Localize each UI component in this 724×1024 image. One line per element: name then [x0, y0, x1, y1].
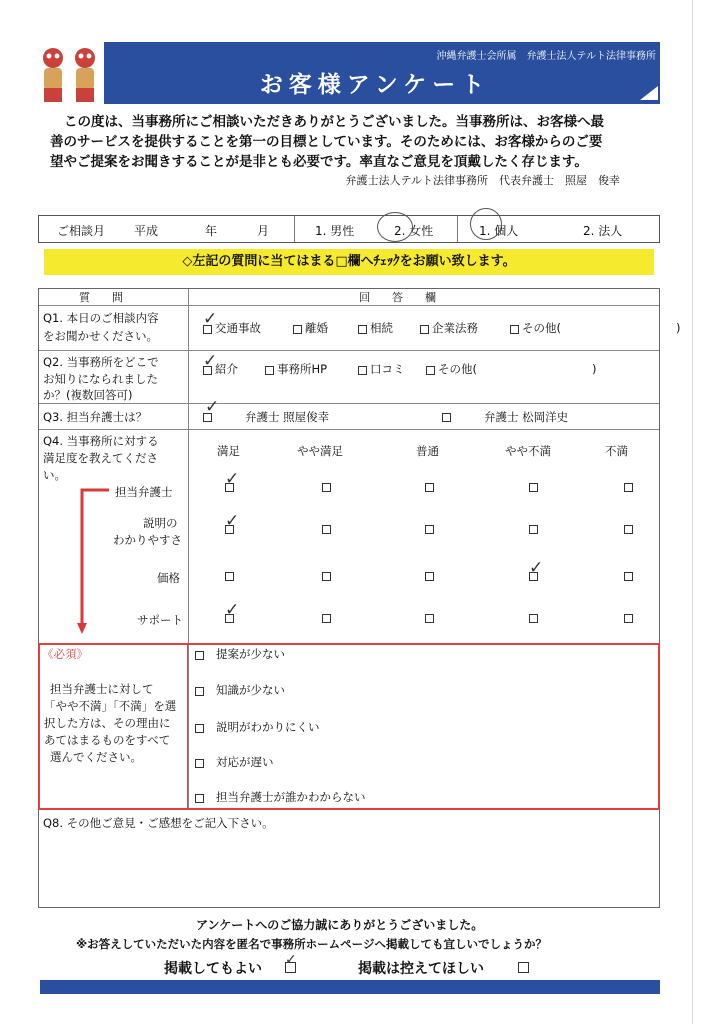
required-desc: 担当弁護士に対して: [50, 682, 154, 696]
q2-option: 事務所HP: [277, 362, 328, 376]
checkmark-icon: ✓: [285, 952, 297, 968]
page-title: お客様アンケート: [259, 72, 491, 98]
q1-label: をお聞かせください。: [43, 329, 158, 343]
q4-label: い。: [43, 468, 66, 482]
shisa-mascot-icon: [38, 44, 68, 106]
reason-checkbox[interactable]: [195, 651, 204, 660]
client-corporate[interactable]: 2. 法人: [583, 224, 623, 238]
checkmark-icon: ✓: [203, 351, 218, 371]
reason-label: 担当弁護士が誰かわからない: [216, 790, 366, 804]
reason-checkbox[interactable]: [195, 759, 204, 768]
reason-label: 知識が少ない: [216, 683, 285, 697]
q1-option: 相続: [370, 321, 393, 335]
rating-checkbox-price[interactable]: [425, 572, 434, 581]
pen-circle-mark: [470, 208, 502, 240]
gender-male[interactable]: 1. 男性: [315, 224, 355, 238]
instruction-banner: ◇左記の質問に当てはまる□欄へﾁｪｯｸをお願い致します。: [44, 249, 654, 275]
q2-option: 紹介: [215, 362, 238, 376]
page-edge: [692, 0, 693, 1024]
year-label: 年: [205, 224, 218, 238]
question-column-header: 質 問: [79, 291, 123, 304]
checkmark-icon: ✓: [225, 511, 240, 531]
reason-label: 対応が遅い: [216, 755, 274, 769]
required-tag: 《必須》: [42, 647, 88, 661]
reason-checkbox[interactable]: [195, 687, 204, 696]
q2-checkbox[interactable]: [426, 366, 435, 375]
required-desc: 択した方は、その理由に: [44, 716, 171, 730]
q4-item: 価格: [157, 571, 180, 585]
reason-label: 提案が少ない: [216, 647, 285, 661]
rating-checkbox-support[interactable]: [624, 614, 633, 623]
rating-checkbox-support[interactable]: [322, 614, 331, 623]
scale-label: 満足: [217, 444, 240, 458]
checkmark-icon: ✓: [205, 397, 220, 417]
rating-checkbox-support[interactable]: [425, 614, 434, 623]
q1-option: 交通事故: [215, 321, 261, 335]
arrow-icon: [77, 481, 127, 641]
rating-checkbox-lawyer[interactable]: [529, 483, 538, 492]
rating-checkbox-price[interactable]: [624, 572, 633, 581]
required-desc: 選んでください。: [50, 750, 142, 764]
intro-line: この度は、当事務所にご相談いただきありがとうございました。当事務所は、お客様へ最: [64, 114, 604, 130]
month-label: ご相談月: [57, 224, 106, 238]
q3-lawyer: 弁護士 照屋俊幸: [245, 410, 330, 424]
rating-checkbox-lawyer[interactable]: [322, 483, 331, 492]
q4-label: Q4. 当事務所に対する: [43, 434, 159, 448]
q1-checkbox[interactable]: [358, 325, 367, 334]
publish-question: ※お答えしていただいた内容を匿名で事務所ホームページへ掲載しても宜しいでしょうか？: [76, 937, 547, 951]
client-individual[interactable]: 1. 個人: [479, 224, 519, 238]
footer-bar: [40, 980, 660, 994]
pen-circle-mark: [377, 212, 413, 242]
q8-label: Q8. その他ご意見・ご感想をご記入下さい。: [43, 816, 274, 830]
q1-option: その他( ): [522, 321, 681, 335]
gender-female[interactable]: 2. 女性: [394, 224, 434, 238]
q4-item: サポート: [137, 613, 183, 627]
q2-label: か？(複数回答可): [43, 388, 133, 402]
rating-checkbox-price[interactable]: [322, 572, 331, 581]
required-section: [38, 643, 660, 810]
survey-table: [38, 288, 681, 908]
scale-label: やや不満: [505, 444, 551, 458]
rating-checkbox-explanation[interactable]: [425, 525, 434, 534]
q3-label: Q3. 担当弁護士は？: [43, 410, 148, 424]
scale-label: 普通: [416, 444, 439, 458]
q2-option: 口コミ: [370, 362, 405, 376]
rating-checkbox-support[interactable]: [529, 614, 538, 623]
signature: 弁護士法人テルト法律事務所 代表弁護士 照屋 俊幸: [345, 174, 620, 187]
publish-ok-label: 掲載してもよい: [164, 961, 262, 977]
month-unit: 月: [257, 224, 270, 238]
consultation-info-row: [38, 215, 660, 243]
publish-no-checkbox[interactable]: [518, 962, 529, 973]
firm-name: 沖縄弁護士会所属 弁護士法人テルト法律事務所: [436, 51, 656, 62]
q1-option: 離婚: [305, 321, 328, 335]
publish-no-label: 掲載は控えてほしい: [358, 961, 484, 977]
q3-lawyer: 弁護士 松岡洋史: [484, 410, 569, 424]
q2-checkbox[interactable]: [265, 366, 274, 375]
q3-checkbox[interactable]: [442, 413, 451, 422]
checkmark-icon: ✓: [225, 469, 240, 489]
rating-checkbox-explanation[interactable]: [624, 525, 633, 534]
scale-label: 不満: [605, 444, 628, 458]
scale-label: やや満足: [297, 444, 343, 458]
q1-checkbox[interactable]: [420, 325, 429, 334]
answer-column-header: 回 答 欄: [359, 291, 436, 304]
era-label: 平成: [134, 224, 159, 238]
q2-label: Q2. 当事務所をどこで: [43, 355, 159, 369]
rating-checkbox-lawyer[interactable]: [624, 483, 633, 492]
intro-line: 望やご提案をお聞きすることが是非とも必要です。率直なご意見を頂戴したく存じます。: [50, 154, 588, 170]
shisa-mascot-icon: [70, 44, 100, 106]
q1-checkbox[interactable]: [510, 325, 519, 334]
q1-checkbox[interactable]: [293, 325, 302, 334]
q4-item: 説明の: [143, 516, 178, 530]
checkmark-icon: ✓: [225, 600, 240, 620]
rating-checkbox-price[interactable]: [225, 572, 234, 581]
required-desc: あてはまるものをすべて: [44, 733, 171, 747]
checkmark-icon: ✓: [203, 309, 218, 329]
reason-checkbox[interactable]: [195, 724, 204, 733]
rating-checkbox-lawyer[interactable]: [425, 483, 434, 492]
q4-item: わかりやすさ: [113, 533, 182, 547]
q2-label: お知りになられました: [43, 372, 158, 386]
q4-item: 担当弁護士: [115, 485, 173, 499]
required-desc: 「やや不満」「不満」を選: [44, 699, 177, 713]
intro-line: 善のサービスを提供することを第一の目標としています。そのためには、お客様からのご要: [50, 134, 603, 150]
q1-label: Q1. 本日のご相談内容: [43, 311, 159, 325]
intro-text: [50, 112, 650, 172]
reason-label: 説明がわかりにくい: [216, 720, 320, 734]
q4-label: 満足度を教えてくださ: [43, 451, 158, 465]
q2-checkbox[interactable]: [358, 366, 367, 375]
q2-option: その他( ): [438, 362, 597, 376]
rating-checkbox-explanation[interactable]: [529, 525, 538, 534]
checkmark-icon: ✓: [529, 558, 544, 578]
rating-checkbox-explanation[interactable]: [322, 525, 331, 534]
thanks-text: アンケートへのご協力誠にありがとうございました。: [196, 918, 484, 932]
reason-checkbox[interactable]: [195, 794, 204, 803]
q1-option: 企業法務: [432, 321, 478, 335]
